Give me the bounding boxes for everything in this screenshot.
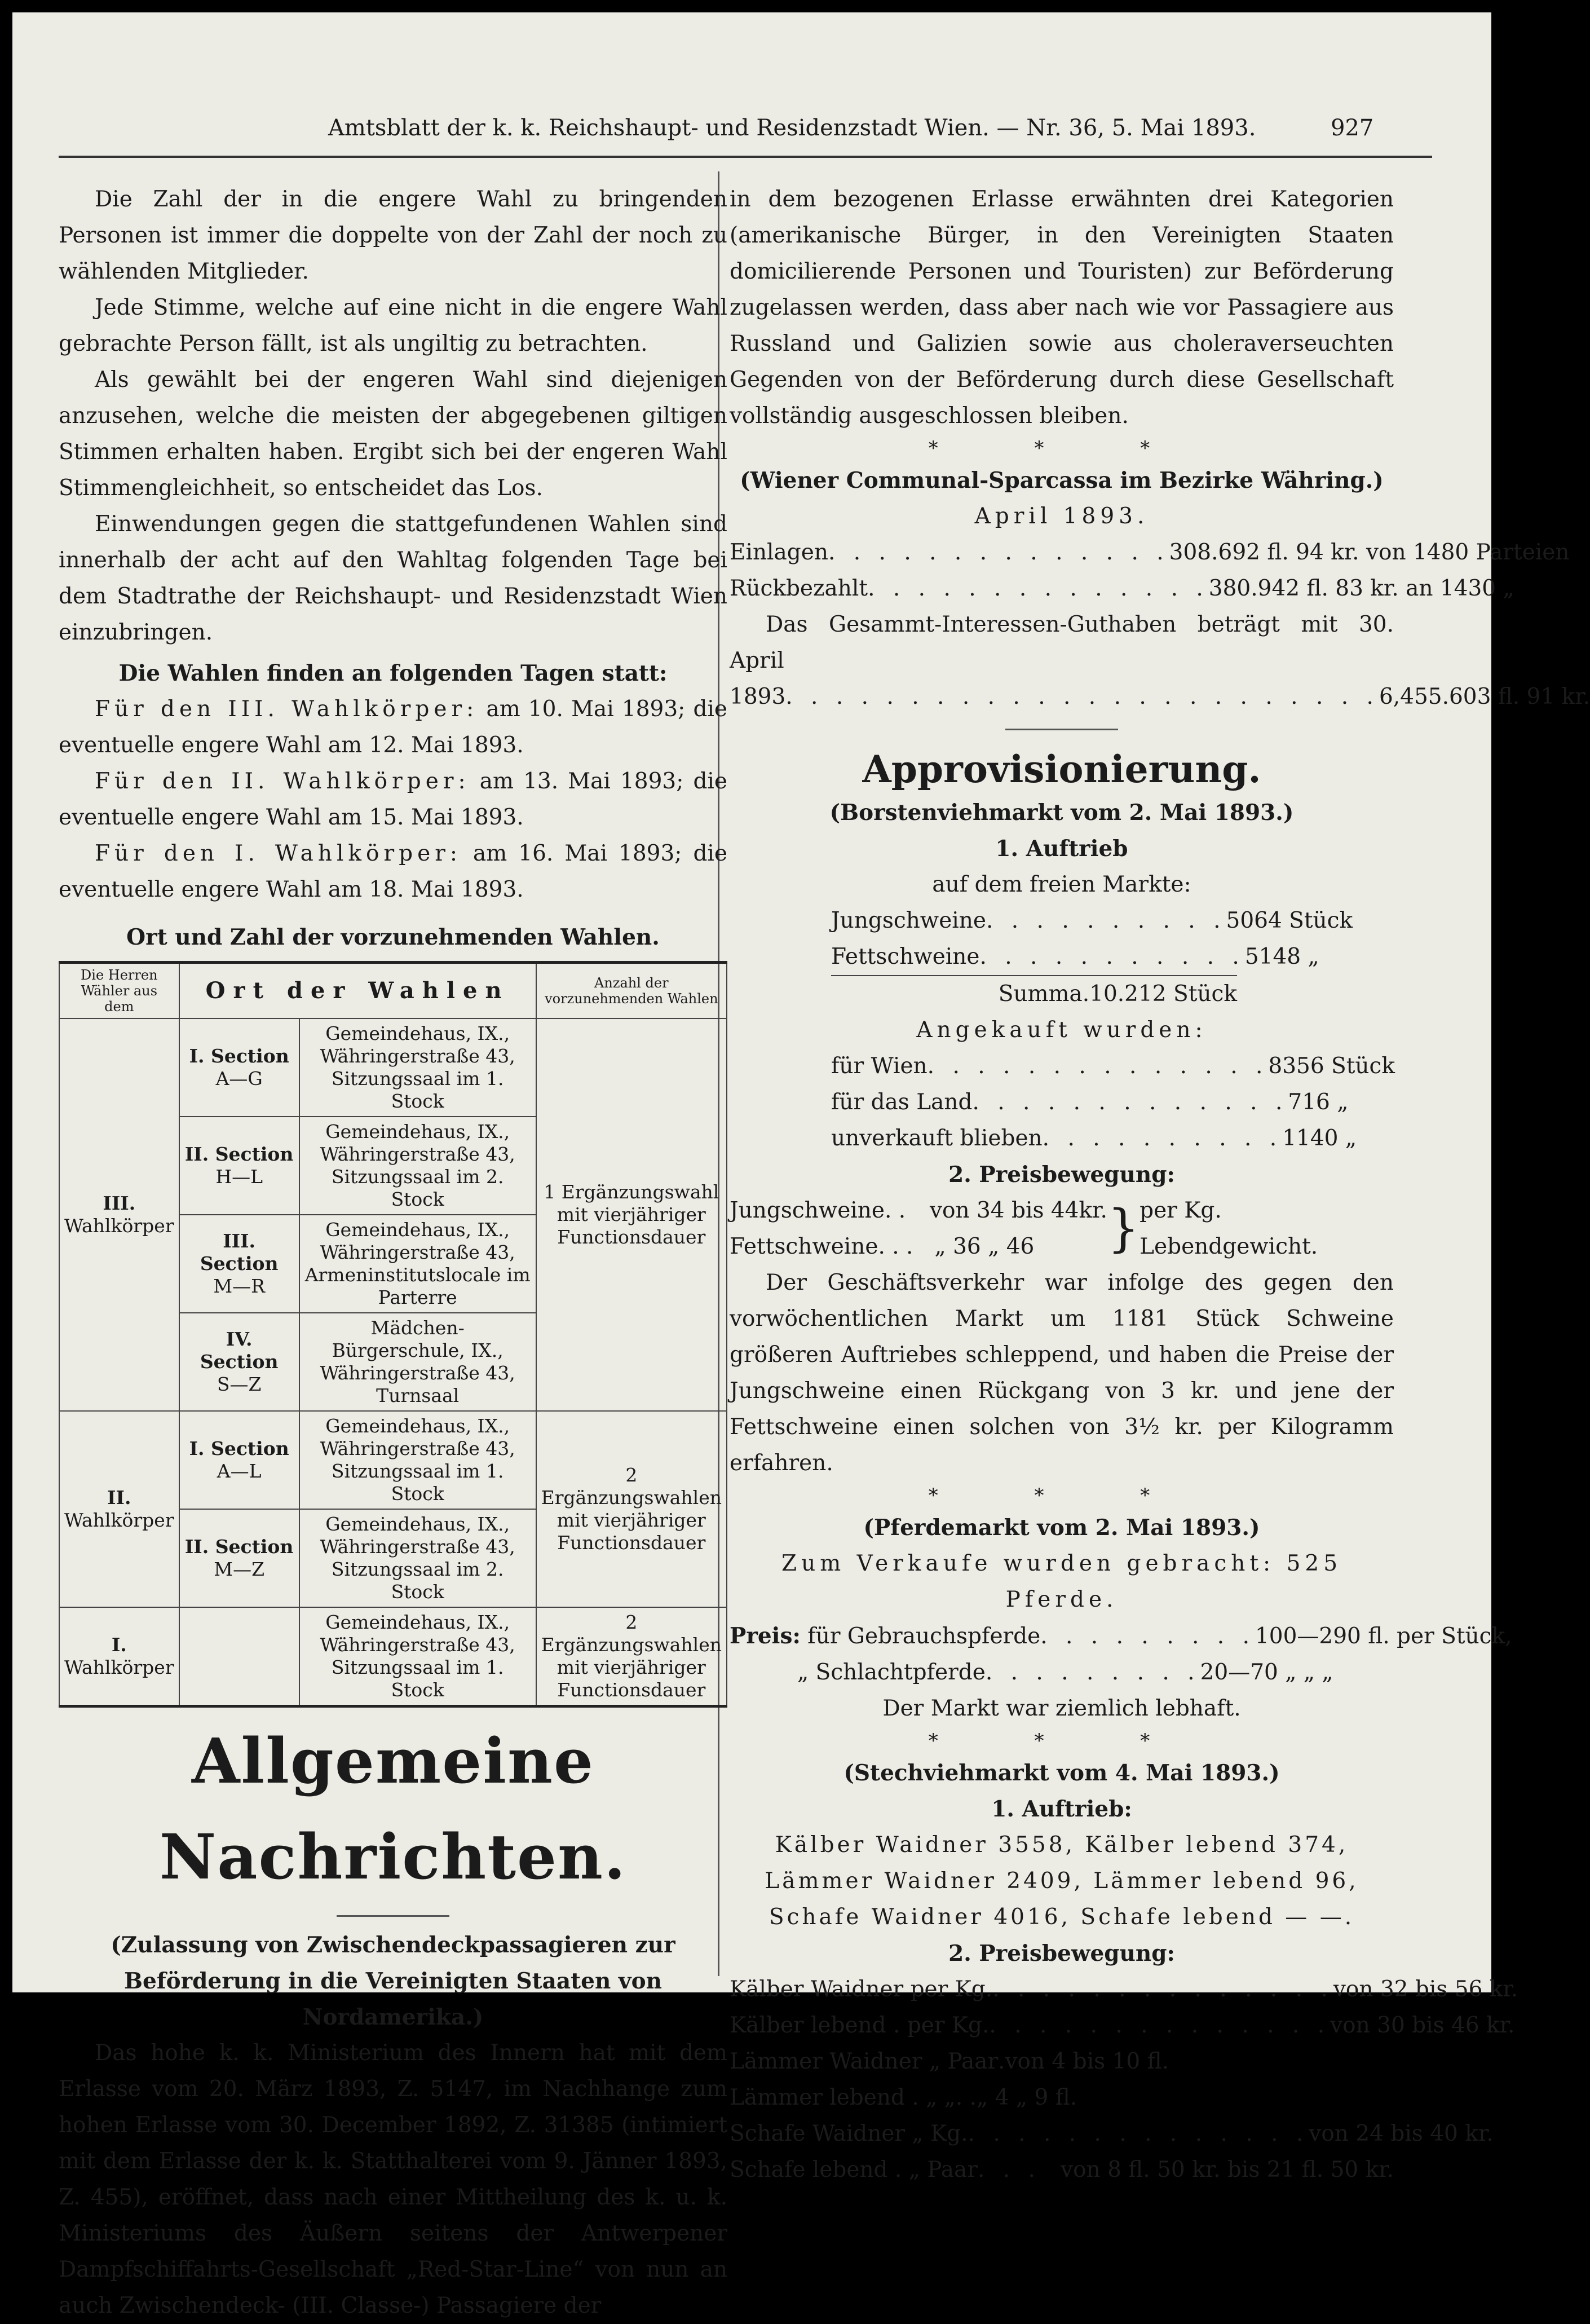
subheading: 2. Preisbewegung: [948, 1162, 1175, 1188]
right-column [730, 182, 1590, 2188]
table-cell: 2 Ergänzungswahlen mit vierjähriger Functionsdauer [536, 1411, 727, 1607]
wahl-text: am 16. Mai 1893; die eventuelle engere Wahl am 18. Mai 1893. [59, 841, 727, 902]
auftrieb-block [831, 903, 1353, 1012]
separator-stars: * * * [928, 1484, 1195, 1507]
table-cell: 2 Ergänzungswahlen mit vierjähriger Functionsdauer [536, 1607, 727, 1706]
article-heading: (Stechviehmarkt vom 4. Mai 1893.) [843, 1760, 1280, 1786]
table-cell: Gemeindehaus, IX., Währingerstraße 43, Sitzungssaal im 1. Stock [299, 1411, 536, 1509]
separator-stars: * * * [928, 1730, 1195, 1752]
ledger-row: Jungschweine . . . . . . . . . . 5064 Stück [831, 908, 1353, 933]
table-heading: Ort und Zahl der vorzunehmenden Wahlen. [126, 924, 660, 950]
table-header-cell: Anzahl der vorzunehmenden Wahlen [536, 963, 727, 1019]
divider [337, 1915, 449, 1917]
ledger-row: Schafe lebend . „ Paar . . . von 8 fl. 50 kr. bis 21 fl. 50 kr. [730, 2157, 1394, 2182]
article-heading: (Borstenviehmarkt vom 2. Mai 1893.) [829, 800, 1294, 826]
wahl-label: Für den I. Wahlkörper: [95, 841, 462, 866]
subheading: April 1893. [974, 504, 1149, 529]
table-cell [179, 1607, 299, 1706]
paragraph: Das hohe k. k. Ministerium des Innern hat mit dem Erlasse vom 20. März 1893, Z. 5147, im Nachhange zum hohen Erlasse vom 30. December 1892, Z. 31385 (intimiert mit dem Erlasse der k. k. Statthalterei vom 9. Jänner 1893, Z. 455), eröffnet, dass nach einer Mittheilung des k. u. k. Ministeriums des Äußern seitens der Antwerpener Dampfschiffahrts-Gesellschaft „Red-Star-Line“ von nun an auch Zwischendeck- (III. Classe-) Passagiere der [59, 2040, 727, 2318]
table-group-cell: III. Wahlkörper [59, 1018, 179, 1411]
ledger-row: Fettschweine . . . „ 36 „ 46 [730, 1234, 1035, 1259]
table-cell: 1 Ergänzungswahl mit vierjähriger Functionsdauer [536, 1018, 727, 1411]
table-group-cell: II. Wahlkörper [59, 1411, 179, 1607]
ledger-row: Fettschweine . . . . . . . . . . . 5148 „ [831, 939, 1237, 976]
ledger-row: Kälber lebend . per Kg. . . . . . . . . . . . . . . von 30 bis 46 kr. [730, 2013, 1515, 2038]
wahlen-heading: Die Wahlen finden an folgenden Tagen statt: [118, 660, 668, 686]
brace: } [1107, 1199, 1140, 1258]
separator-stars: * * * [928, 437, 1195, 460]
article-heading: (Wiener Communal-Sparcassa im Bezirke Währing.) [740, 468, 1384, 493]
table-cell: II. Section M—Z [179, 1509, 299, 1607]
wahl-date-1 [59, 836, 727, 908]
table-header-cell: Die Herren Wähler aus dem [59, 963, 179, 1019]
paragraph: Der Geschäftsverkehr war infolge des gegen den vorwöchentlichen Markt um 1181 Stück Schweine größeren Auftriebes schleppend, und haben die Preise der Jungschweine einen Rückgang von 3 kr. und jene der Fettschweine einen solchen von 3½ kr. per Kilogramm erfahren. [730, 1270, 1394, 1476]
paragraph: Jede Stimme, welche auf eine nicht in die engere Wahl gebrachte Person fällt, ist als ungiltig zu betrachten. [59, 295, 727, 356]
subheading: Angekauft wurden: [916, 1017, 1207, 1043]
section-title: Approvisionierung. [862, 747, 1261, 791]
angekauft-block [831, 1048, 1395, 1157]
wahl-text: am 10. Mai 1893; die eventuelle engere Wahl am 12. Mai 1893. [59, 696, 727, 758]
paragraph: Als gewählt bei der engeren Wahl sind diejenigen anzusehen, welche die meisten der abgegebenen giltigen Stimmen erhalten haben. Ergibt sich bei der engeren Wahl Stimmengleichheit, so entscheidet das Los. [59, 367, 727, 501]
header-rule [59, 156, 1432, 158]
ledger-row: Summa . 10.212 Stück [998, 981, 1237, 1007]
table-header-cell: Ort der Wahlen [179, 963, 536, 1019]
table-cell: I. Section A—L [179, 1411, 299, 1509]
paragraph: Zum Verkaufe wurden gebracht: 525 Pferde. [781, 1551, 1342, 1612]
ledger-row: Einlagen . . . . . . . . . . . . . . 308.692 fl. 94 kr. von 1480 Parteien [730, 540, 1570, 565]
ledger-row: Preis: für Gebrauchspferde . . . . . . . . . 100—290 fl. per Stück, [730, 1623, 1512, 1649]
price-rows [730, 1193, 1107, 1265]
paragraph: Der Markt war ziemlich lebhaft. [882, 1696, 1241, 1721]
paragraph: Das Gesammt-Interessen-Guthaben beträgt mit 30. April [730, 612, 1394, 673]
ledger-row: Kälber Waidner per Kg. . . . . . . . . . . . . . . von 32 bis 56 kr. [730, 1977, 1518, 2002]
subheading: auf dem freien Markte: [932, 872, 1191, 897]
article-heading: (Pferdemarkt vom 2. Mai 1893.) [863, 1515, 1260, 1541]
ledger-row: Lämmer Waidner „ Paar . von 4 bis 10 fl. [730, 2049, 1169, 2074]
paragraph: in dem bezogenen Erlasse erwähnten drei Kategorien (amerikanische Bürger, in den Vereinigten Staaten domicilierende Personen und Touristen) zur Beförderung zugelassen werden, dass aber nach wie vor Passagiere aus Russland und Galizien sowie aus choleraverseuchten Gegenden von der Beförderung durch diese Gesellschaft vollständig ausgeschlossen bleiben. [730, 187, 1394, 429]
table-cell: III. Section M—R [179, 1215, 299, 1313]
ledger-row: Schafe Waidner „ Kg. . . . . . . . . . . . . . . von 24 bis 40 kr. [730, 2121, 1494, 2146]
wahl-label: Für den III. Wahlkörper: [95, 696, 479, 722]
left-column [59, 182, 727, 2324]
subheading: 1. Auftrieb [995, 836, 1128, 862]
table-cell: Gemeindehaus, IX., Währingerstraße 43, Armeninstitutslocale im Parterre [299, 1215, 536, 1313]
wahl-date-2 [59, 764, 727, 836]
table-cell: Mädchen-Bürgerschule, IX., Währingerstraße 43, Turnsaal [299, 1313, 536, 1411]
subheading: 1. Auftrieb: [991, 1796, 1132, 1822]
article-heading: (Zulassung von Zwischendeckpassagieren zur Beförderung in die Vereinigten Staaten von Nordamerika.) [111, 1932, 675, 2030]
table-cell: II. Section H—L [179, 1117, 299, 1215]
table-cell: I. Section A—G [179, 1018, 299, 1117]
ledger-row: „ Schlachtpferde . . . . . . . . . 20—70 „ „ „ [797, 1660, 1333, 1685]
section-title: Allgemeine Nachrichten. [159, 1725, 627, 1893]
table-cell: Gemeindehaus, IX., Währingerstraße 43, Sitzungssaal im 2. Stock [299, 1117, 536, 1215]
ledger-row: unverkauft blieben . . . . . . . . . . 1140 „ [831, 1126, 1357, 1151]
newspaper-page [12, 12, 1590, 2318]
table-group-cell: I. Wahlkörper [59, 1607, 179, 1706]
wahl-label: Für den II. Wahlkörper: [95, 769, 470, 794]
wahl-text: am 13. Mai 1893; die eventuelle engere Wahl am 15. Mai 1893. [59, 769, 727, 830]
subheading: 2. Preisbewegung: [948, 1941, 1175, 1966]
running-header: Amtsblatt der k. k. Reichshaupt- und Residenzstadt Wien. — Nr. 36, 5. Mai 1893. [328, 115, 1256, 141]
table-cell: IV. Section S—Z [179, 1313, 299, 1411]
price-unit: per Kg. Lebendgewicht. [1140, 1198, 1318, 1259]
ledger-row: 1893 . . . . . . . . . . . . . . . . . . . . . . . . 6,455.603 fl. 91 kr. [730, 684, 1590, 709]
paragraph: Kälber Waidner 3558, Kälber lebend 374, Lämmer Waidner 2409, Lämmer lebend 96, Schafe Waidner 4016, Schafe lebend — —. [765, 1832, 1359, 1930]
ledger-row: für Wien . . . . . . . . . . . . . . 8356 Stück [831, 1053, 1395, 1079]
page-number: 927 [1331, 115, 1374, 141]
table-cell: Gemeindehaus, IX., Währingerstraße 43, Sitzungssaal im 1. Stock [299, 1607, 536, 1706]
ledger-row: für das Land . . . . . . . . . . . . . 716 „ [831, 1090, 1349, 1115]
elections-table [59, 961, 727, 1708]
wahl-date-3 [59, 691, 727, 764]
ledger-row: Lämmer lebend . „ „ . . „ 4 „ 9 fl. [730, 2085, 1077, 2110]
divider [1005, 729, 1118, 730]
price-block [730, 1193, 1394, 1265]
table-cell: Gemeindehaus, IX., Währingerstraße 43, Sitzungssaal im 2. Stock [299, 1509, 536, 1607]
paragraph: Einwendungen gegen die stattgefundenen Wahlen sind innerhalb der acht auf den Wahltag folgenden Tage bei dem Stadtrathe der Reichshaupt- und Residenzstadt Wien einzubringen. [59, 511, 727, 645]
ledger-row: Jungschweine . . von 34 bis 44 kr. [730, 1198, 1107, 1223]
paragraph: Die Zahl der in die engere Wahl zu bringenden Personen ist immer die doppelte von der Zahl der noch zu wählenden Mitglieder. [59, 187, 727, 284]
table-cell: Gemeindehaus, IX., Währingerstraße 43, Sitzungssaal im 1. Stock [299, 1018, 536, 1117]
ledger-row: Rückbezahlt . . . . . . . . . . . . . . 380.942 fl. 83 kr. an 1430 „ [730, 576, 1514, 601]
